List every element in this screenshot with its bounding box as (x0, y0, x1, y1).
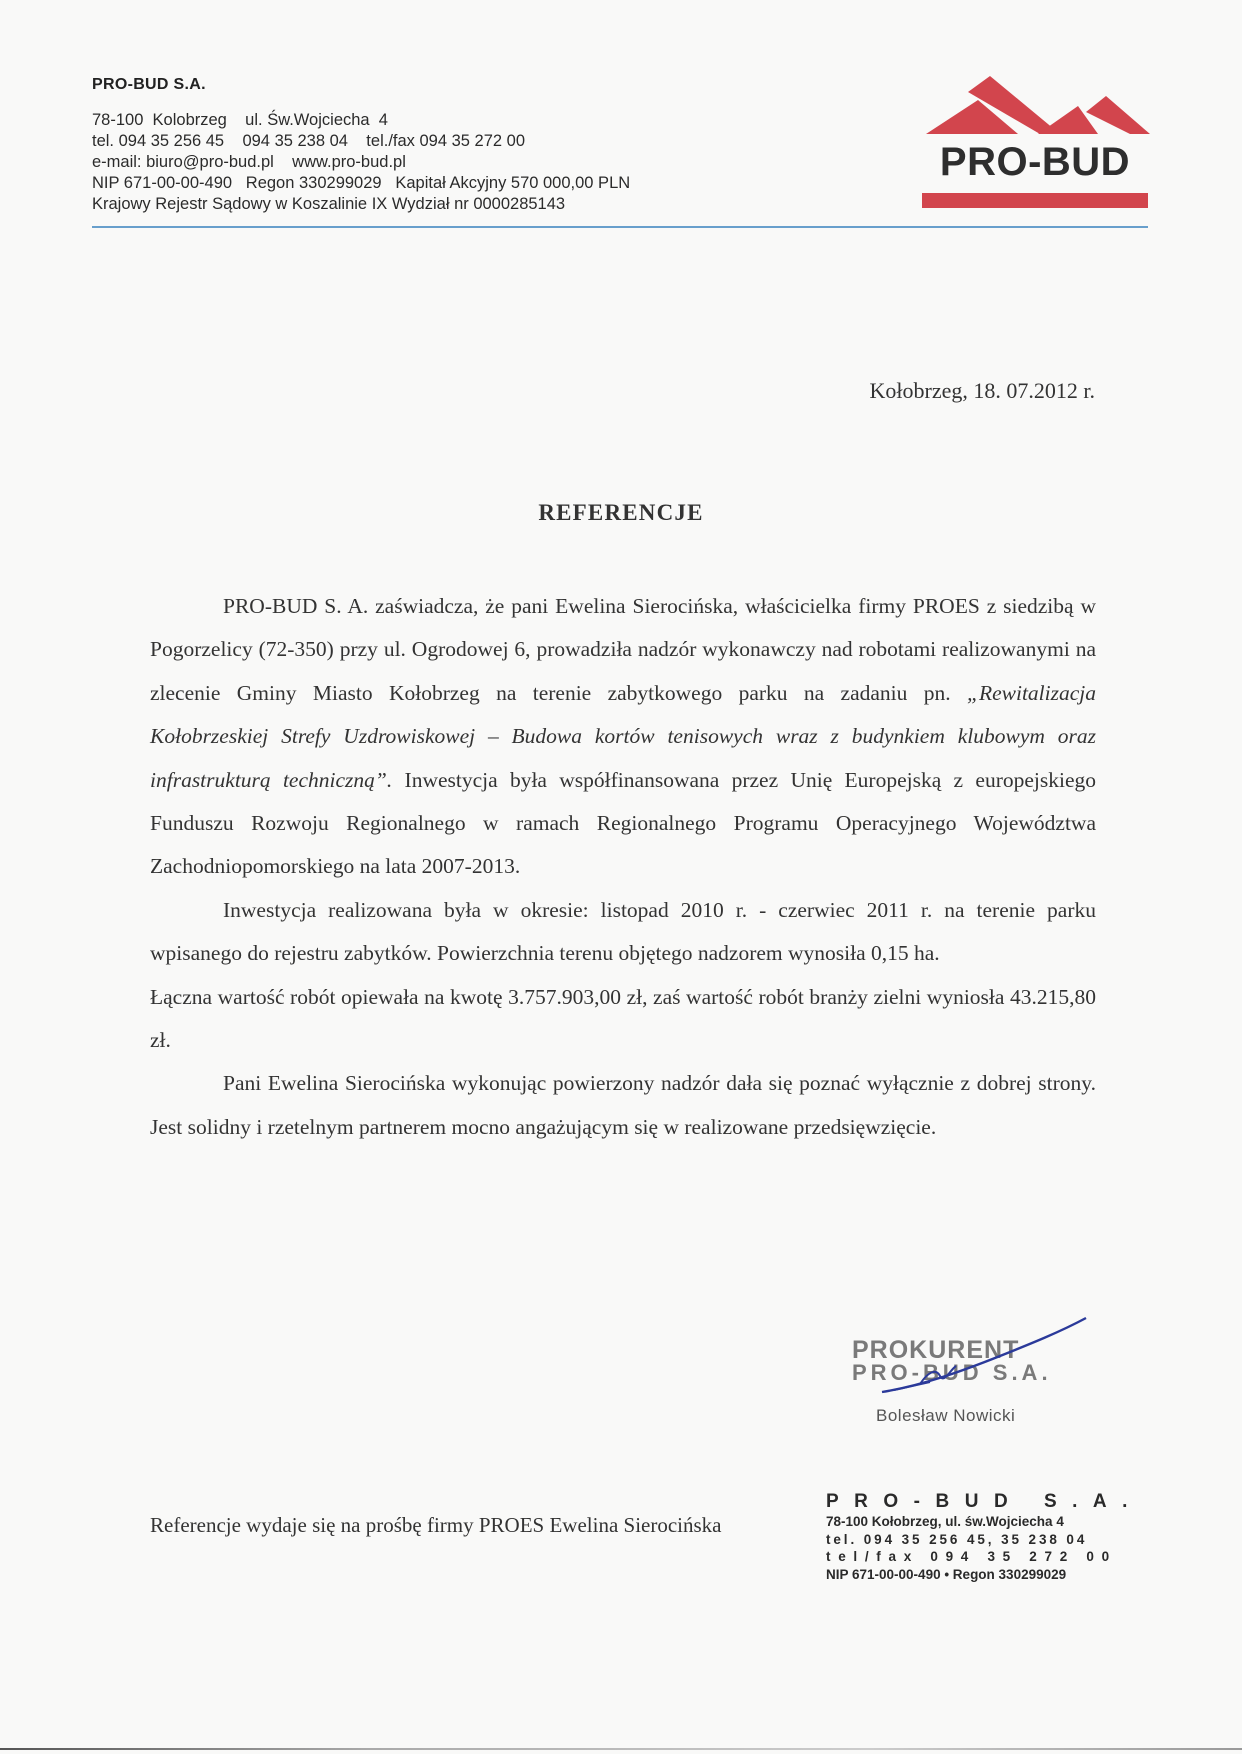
reference-footnote: Referencje wydaje się na prośbę firmy PROES Ewelina Sierocińska (150, 1513, 722, 1537)
logo-wordmark: PRO-BUD (939, 140, 1131, 184)
paragraph-2: Inwestycja realizowana była w okresie: listopad 2010 r. - czerwiec 2011 r. na terenie parku wpisanego do rejestru zabytków. Powierzchnia terenu objętego nadzorem wynosiła 0,15 ha. (150, 897, 1096, 966)
letterhead-registry: NIP 671-00-00-490 Regon 330299029 Kapitał Akcyjny 570 000,00 PLN (92, 174, 631, 192)
letterhead-divider (92, 226, 1148, 228)
company-stamp (826, 1491, 1146, 1583)
letterhead-phones: tel. 094 35 256 45 094 35 238 04 tel./fax 094 35 272 00 (92, 132, 526, 150)
signature-stamp-role: PROKURENT (852, 1336, 1020, 1364)
letter-body (150, 585, 1096, 1149)
handwritten-signature-icon (880, 1310, 1100, 1420)
company-stamp-address: 78-100 Kołobrzeg, ul. św.Wojciecha 4 (826, 1514, 1064, 1529)
company-stamp-ids: NIP 671-00-00-490 • Regon 330299029 (826, 1566, 1067, 1582)
signatory-name: Bolesław Nowicki (876, 1406, 1016, 1425)
logo-underline-bar (922, 193, 1148, 208)
company-stamp-fax: tel/fax 094 35 272 00 (826, 1549, 1117, 1564)
letter-title: REFERENCJE (538, 500, 704, 525)
letterhead-company-name: PRO-BUD S.A. (92, 76, 206, 93)
letterhead-address: 78-100 Kolobrzeg ul. Św.Wojciecha 4 (92, 111, 388, 129)
letterhead-contact-block (92, 110, 630, 215)
letter-date: Kołobrzeg, 18. 07.2012 r. (869, 378, 1095, 403)
project-name: „Rewitalizacja Kołobrzeskiej Strefy Uzdrowiskowej – Budowa kortów tenisowych wraz z budynkiem klubowym oraz infrastrukturą techniczną”. (150, 680, 1096, 792)
letterhead-court-registry: Krajowy Rejestr Sądowy w Koszalinie IX Wydział nr 0000285143 (92, 195, 566, 213)
paragraph-4: Pani Ewelina Sierocińska wykonując powierzony nadzór dała się poznać wyłącznie z dobrej strony. Jest solidny i rzetelnym partnerem mocno angażującym się w realizowane przedsięwzięcie. (150, 1071, 1096, 1139)
paragraph-1: PRO-BUD S. A. zaświadcza, że pani Ewelina Sierocińska, właścicielka firmy PROES z siedzibą w Pogorzelicy (72-350) przy ul. Ogrodowej 6, prowadziła nadzór wykonawczy nad robotami realizowanymi na zlecenie Gminy Miasto Kołobrzeg na terenie zabytkowego parku na zadaniu pn. „Rewitalizacja Kołobrzeskiej Strefy Uzdrowiskowej – Budowa kortów tenisowych wraz z budynkiem klubowym oraz infrastrukturą techniczną”. Inwestycja była współfinansowana przez Unię Europejską z europejskiego Funduszu Rozwoju Regionalnego w ramach Regionalnego Programu Operacyjnego Województwa Zachodniopomorskiego na lata 2007-2013. (150, 594, 1096, 879)
letterhead-email-web: e-mail: biuro@pro-bud.pl www.pro-bud.pl (92, 153, 406, 171)
scan-bottom-edge (0, 1748, 1242, 1750)
company-stamp-phones: tel. 094 35 256 45, 35 238 04 (826, 1531, 1088, 1547)
company-stamp-name: PRO-BUD S.A. (826, 1491, 1143, 1512)
paragraph-3: Łączna wartość robót opiewała na kwotę 3.757.903,00 zł, zaś wartość robót branży zielni wyniosła 43.215,80 zł. (150, 984, 1096, 1053)
signature-stamp-company: PRO-BUD S.A. (852, 1360, 1052, 1385)
